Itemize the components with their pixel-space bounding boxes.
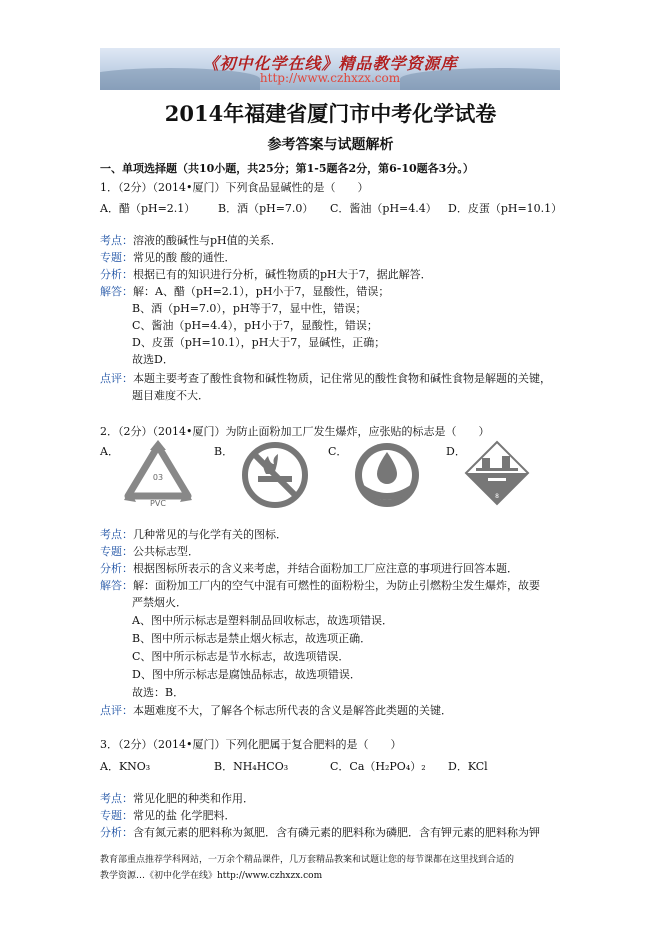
q2-kaodian-text: 几种常见的与化学有关的图标． <box>133 528 287 541</box>
label-fenxi: 分析： <box>100 562 133 575</box>
q3-option-c: C．Ca（H₂PO₄）₂ <box>330 760 426 773</box>
page-title: 2014年福建省厦门市中考化学试卷 <box>164 101 497 126</box>
q1-option-b: B．酒（pH=7.0） <box>218 202 314 215</box>
water-saving-icon <box>352 440 422 510</box>
q2-jieda-line: C、图中所示标志是节水标志，故选项错误． <box>132 650 350 663</box>
svg-text:8: 8 <box>495 493 499 500</box>
q1-zhuanti-text: 常见的酸 酸的通性． <box>133 251 236 264</box>
q1-kaodian-text: 溶液的酸碱性与pH值的关系． <box>133 234 282 247</box>
q3-fenxi-text: 含有氮元素的肥料称为氮肥．含有磷元素的肥料称为磷肥．含有钾元素的肥料称为钾 <box>133 826 540 839</box>
q2-jieda-line: 故选：B． <box>132 686 185 699</box>
q2-dianping <box>100 704 452 718</box>
label-zhuanti: 专题： <box>100 809 133 822</box>
q1-jieda <box>100 285 389 299</box>
q2-fenxi-text: 根据图标所表示的含义来考虑，并结合面粉加工厂应注意的事项进行回答本题． <box>133 562 518 575</box>
q2-jieda-line: 解：面粉加工厂内的空气中混有可燃性的面粉粉尘，为防止引燃粉尘发生爆炸，故要 <box>133 579 540 592</box>
banner-url[interactable]: http://www.czhxzx.com <box>259 71 401 85</box>
q1-fenxi-text: 根据已有的知识进行分析，碱性物质的pH大于7，据此解答． <box>133 268 432 281</box>
q2-jieda-line: B、图中所示标志是禁止烟火标志，故选项正确． <box>132 632 372 645</box>
q3-fenxi <box>100 826 540 840</box>
label-kaodian: 考点： <box>100 234 133 247</box>
q2-dianping-text: 本题难度不大，了解各个标志所代表的含义是解答此类题的关键． <box>133 704 452 717</box>
q1-dianping <box>100 372 551 386</box>
corrosive-icon <box>464 440 530 506</box>
q2-jieda-line: 严禁烟火． <box>132 596 187 609</box>
q1-jieda-line: 解：A、醋（pH=2.1），pH小于7，显酸性，错误； <box>133 285 390 298</box>
q1-fenxi <box>100 268 432 282</box>
label-kaodian: 考点： <box>100 528 133 541</box>
q2-option-b: B． <box>214 445 234 458</box>
q2-stem: 2．（2分）（2014•厦门）为防止面粉加工厂发生爆炸，应张贴的标志是（ ） <box>100 425 490 438</box>
q2-fenxi <box>100 562 518 576</box>
label-jieda: 解答： <box>100 579 133 592</box>
q1-jieda-line: C、酱油（pH=4.4），pH小于7，显酸性，错误； <box>132 319 378 332</box>
label-dianping: 点评： <box>100 372 133 385</box>
q3-option-b: B．NH₄HCO₃ <box>214 760 289 773</box>
q3-zhuanti-text: 常见的盐 化学肥料． <box>133 809 236 822</box>
q3-kaodian <box>100 792 254 806</box>
q2-jieda <box>100 579 540 593</box>
q2-option-a: A． <box>100 445 119 458</box>
q1-dianping-text: 题目难度不大． <box>132 389 209 402</box>
footer-line-1: 教育部重点推荐学科网站，一万余个精品课件，几万套精品教案和试题让您的每节课都在这里找到合适的 <box>100 855 515 865</box>
label-kaodian: 考点： <box>100 792 133 805</box>
q1-option-a: A．醋（pH=2.1） <box>100 202 196 215</box>
label-zhuanti: 专题： <box>100 251 133 264</box>
q1-kaodian <box>100 234 282 248</box>
q2-kaodian <box>100 528 287 542</box>
q1-option-c: C．酱油（pH=4.4） <box>330 202 437 215</box>
label-jieda: 解答： <box>100 285 133 298</box>
q2-option-d: D． <box>446 445 466 458</box>
q3-option-a: A．KNO₃ <box>100 760 151 773</box>
q3-option-d: D．KCl <box>448 760 488 773</box>
recycle-text: PVC <box>150 499 166 508</box>
banner-title: 《初中化学在线》精品教学资源库 <box>202 54 458 73</box>
q3-zhuanti <box>100 809 236 823</box>
label-zhuanti: 专题： <box>100 545 133 558</box>
q2-option-c: C． <box>328 445 348 458</box>
label-fenxi: 分析： <box>100 268 133 281</box>
label-fenxi: 分析： <box>100 826 133 839</box>
page-subtitle: 参考答案与试题解析 <box>267 137 394 153</box>
q2-zhuanti <box>100 545 199 559</box>
q1-stem: 1．（2分）（2014•厦门）下列食品显碱性的是（ ） <box>100 181 369 194</box>
q1-jieda-line: 故选D． <box>132 353 174 366</box>
label-dianping: 点评： <box>100 704 133 717</box>
q1-jieda-line: D、皮蛋（pH=10.1），pH大于7，显碱性，正确； <box>132 336 386 349</box>
recycle-code: 03 <box>152 473 164 482</box>
q3-stem: 3．（2分）（2014•厦门）下列化肥属于复合肥料的是（ ） <box>100 738 402 751</box>
footer-line-2: 教学资源…《初中化学在线》http://www.czhxzx.com <box>100 871 323 881</box>
recycle-pvc-icon <box>120 440 196 508</box>
no-fire-icon <box>240 440 310 510</box>
q1-dianping-text: 本题主要考查了酸性食物和碱性物质，记住常见的酸性食物和碱性食物是解题的关键， <box>133 372 551 385</box>
section-heading: 一、单项选择题（共10小题，共25分；第1-5题各2分，第6-10题各3分。） <box>100 162 474 175</box>
q1-jieda-line: B、酒（pH=7.0），pH等于7，显中性，错误； <box>132 302 367 315</box>
q3-kaodian-text: 常见化肥的种类和作用． <box>133 792 254 805</box>
q2-jieda-line: D、图中所示标志是腐蚀品标志，故选项错误． <box>132 668 361 681</box>
q1-zhuanti <box>100 251 236 265</box>
q1-option-d: D．皮蛋（pH=10.1） <box>448 202 563 215</box>
q2-zhuanti-text: 公共标志型． <box>133 545 199 558</box>
header-banner <box>100 48 560 90</box>
q2-jieda-line: A、图中所示标志是塑料制品回收标志，故选项错误． <box>132 614 393 627</box>
